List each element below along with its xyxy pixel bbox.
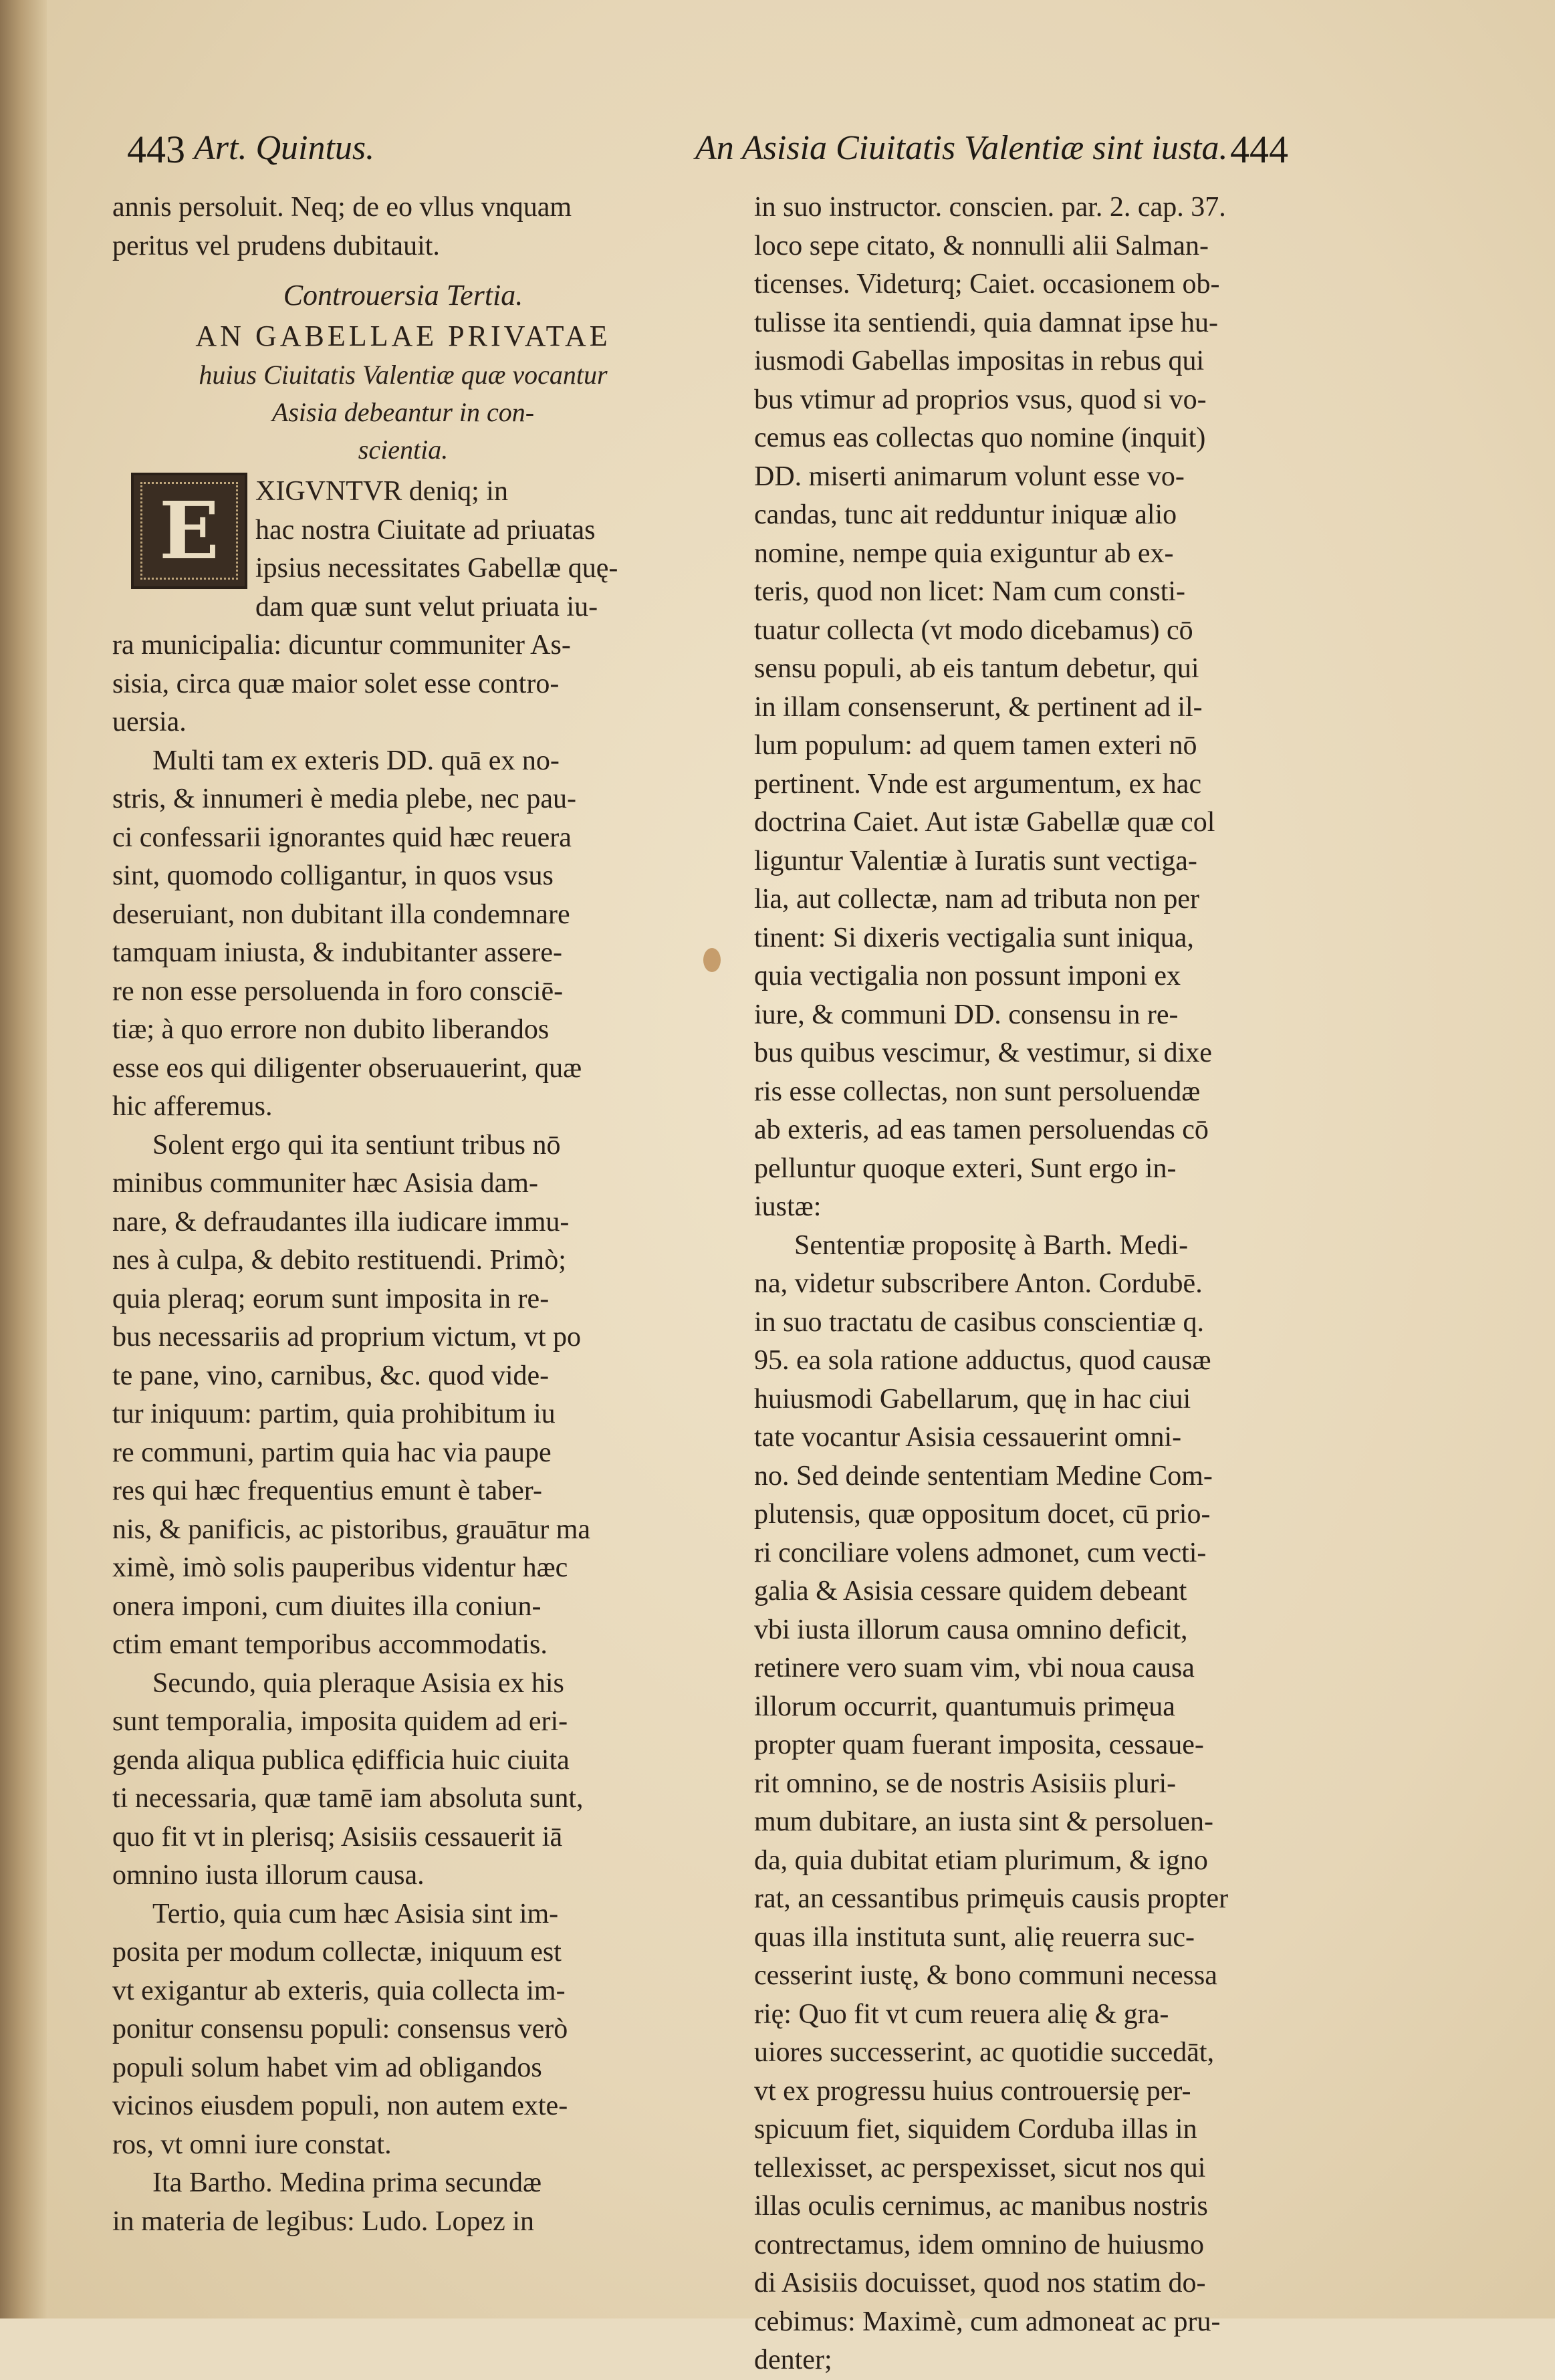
text-line: esse eos qui diligenter obseruauerint, quæ: [112, 1052, 582, 1084]
text-line: doctrina Caiet. Aut istæ Gabellæ quæ col: [754, 807, 1215, 838]
text-line: tinent: Si dixeris vectigalia sunt iniqua,: [754, 922, 1194, 953]
text-line: in suo tractatu de casibus conscientiæ q.: [754, 1306, 1205, 1338]
text-line: mum dubitare, an iusta sint & persoluen-: [754, 1806, 1214, 1837]
text-line: cebimus: Maximè, cum admoneat ac pru-: [754, 2306, 1221, 2337]
initial-letter-glyph: E: [159, 484, 219, 578]
text-line: tur iniquum: partim, quia prohibitum iu: [112, 1399, 556, 1429]
text-line: 95. ea sola ratione adductus, quod causæ: [754, 1345, 1211, 1376]
text-line: da, quia dubitat etiam plurimum, & igno: [754, 1844, 1208, 1876]
text-line: bus vtimur ad proprios vsus, quod si vo-: [754, 384, 1207, 415]
text-line: ticenses. Videturq; Caiet. occasionem ob-: [754, 269, 1220, 300]
text-line: lia, aut collectæ, nam ad tributa non per: [754, 884, 1199, 915]
text-line: loco sepe citato, & nonnulli alii Salman-: [754, 230, 1209, 261]
text-line: pertinent. Vnde est argumentum, ex hac: [754, 768, 1202, 800]
text-line: hac nostra Ciuitate ad priuatas: [255, 514, 596, 546]
text-line: ximè, imò solis pauperibus videntur hæc: [112, 1552, 568, 1583]
text-line: candas, tunc ait redduntur iniquæ alio: [754, 499, 1177, 530]
text-line: ris esse collectas, non sunt persoluendæ: [754, 1076, 1201, 1107]
text-line: omnino iusta illorum causa.: [112, 1860, 425, 1891]
text-line: dam quæ sunt velut priuata iu-: [255, 591, 598, 622]
page-binding-shadow: [0, 0, 47, 2318]
text-line: lum populum: ad quem tamen exteri nō: [754, 730, 1197, 761]
text-line: quia pleraq; eorum sunt imposita in re-: [112, 1283, 550, 1314]
text-line: tulisse ita sentiendi, quia damnat ipse hu-: [754, 307, 1219, 338]
text-line: vt exigantur ab exteris, quia collecta im-: [112, 1975, 566, 2006]
text-line: minibus communiter hæc Asisia dam-: [112, 1168, 538, 1199]
right-text-column: [754, 189, 1309, 2380]
text-line: denter;: [754, 2345, 832, 2375]
text-line: tuatur collecta (vt modo dicebamus) cō: [754, 614, 1193, 646]
text-line: pelluntur quoque exteri, Sunt ergo in-: [754, 1153, 1177, 1184]
text-line: re non esse persoluenda in foro consciē-: [112, 975, 564, 1007]
text-line: ti necessaria, quæ tamē iam absoluta sunt,: [112, 1783, 584, 1814]
text-line: vt ex progressu huius controuersię per-: [754, 2075, 1191, 2107]
text-line: na, videtur subscribere Anton. Cordubē.: [754, 1268, 1203, 1299]
text-line: in illam consenserunt, & pertinent ad il-: [754, 691, 1203, 723]
text-line: Ita Bartho. Medina prima secundæ: [152, 2167, 542, 2198]
text-line: in suo instructor. conscien. par. 2. cap. 37.: [754, 192, 1226, 223]
decorated-initial-letter: [131, 473, 247, 589]
text-line: rat, an cessantibus primęuis causis propter: [754, 1883, 1229, 1914]
text-line: ra municipalia: dicuntur communiter As-: [112, 630, 571, 661]
text-line: ipsius necessitates Gabellæ quę-: [255, 553, 618, 584]
section-subtitle-line: huius Ciuitatis Valentiæ quæ vocantur: [199, 360, 608, 390]
text-line: ctim emant temporibus accommodatis.: [112, 1629, 548, 1660]
text-line: uersia.: [112, 707, 187, 737]
text-line: annis persoluit. Neq; de eo vllus vnquam: [112, 192, 572, 223]
left-body-text: [112, 626, 694, 2241]
text-line: quas illa instituta sunt, alię reuerra suc-: [754, 1921, 1195, 1953]
text-line: ros, vt omni iure constat.: [112, 2129, 392, 2160]
text-line: vbi iusta illorum causa omnino deficit,: [754, 1614, 1188, 1645]
page-number-right: 444: [1230, 128, 1288, 171]
text-line: res qui hæc frequentius emunt è taber-: [112, 1475, 542, 1506]
text-line: galia & Asisia cessare quidem debeant: [754, 1576, 1187, 1606]
text-line: rit omnino, se de nostris Asisiis pluri-: [754, 1768, 1177, 1799]
text-line: peritus vel prudens dubitauit.: [112, 230, 440, 261]
text-line: nis, & panificis, ac pistoribus, grauātur ma: [112, 1514, 591, 1545]
text-line: tiæ; à quo errore non dubito liberandos: [112, 1014, 550, 1045]
text-line: illas oculis cernimus, ac manibus nostris: [754, 2191, 1208, 2222]
text-line: Multi tam ex exteris DD. quā ex no-: [152, 745, 560, 776]
text-line: liguntur Valentiæ à Iuratis sunt vectiga-: [754, 845, 1197, 876]
text-line: huiusmodi Gabellarum, quę in hac ciui: [754, 1383, 1191, 1415]
text-line: populi solum habet vim ad obligandos: [112, 2052, 542, 2083]
text-line: cesserint iustę, & bono communi necessa: [754, 1960, 1217, 1991]
controversy-heading: Controuersia Tertia.: [283, 279, 523, 312]
section-subtitle-line: Asisia debeantur in con-: [271, 397, 535, 427]
text-line: no. Sed deinde sententiam Medine Com-: [754, 1460, 1213, 1492]
text-line: sensu populi, ab eis tantum debetur, qui: [754, 653, 1199, 684]
text-line: iusmodi Gabellas impositas in rebus qui: [754, 346, 1205, 376]
text-line: Sententiæ propositę à Barth. Medi-: [794, 1229, 1189, 1261]
text-line: ri conciliare volens admonet, cum vecti-: [754, 1537, 1207, 1568]
text-line: ponitur consensu populi: consensus verò: [112, 2014, 568, 2044]
text-line: cemus eas collectas quo nomine (inquit): [754, 423, 1206, 453]
text-line: DD. miserti animarum volunt esse vo-: [754, 461, 1185, 492]
running-title-left: Art. Quintus.: [194, 129, 375, 167]
paper-stain: [703, 948, 721, 972]
text-line: quia vectigalia non possunt imponi ex: [754, 961, 1181, 991]
text-line: iure, & communi DD. consensu in re-: [754, 999, 1179, 1030]
text-line: retinere vero suam vim, vbi noua causa: [754, 1653, 1195, 1683]
text-line: illorum occurrit, quantumuis primęua: [754, 1691, 1175, 1722]
text-line: iustæ:: [754, 1191, 822, 1222]
text-line: bus necessariis ad proprium victum, vt po: [112, 1322, 582, 1352]
text-line: ci confessarii ignorantes quid hæc reuera: [112, 822, 572, 853]
text-line: hic afferemus.: [112, 1091, 273, 1122]
text-line: nare, & defraudantes illa iudicare immu-: [112, 1206, 570, 1237]
text-line: nomine, nempe quia exiguntur ab ex-: [754, 538, 1174, 569]
text-line: deseruiant, non dubitant illa condemnare: [112, 899, 570, 930]
text-line: uiores successerint, ac quotidie succedāt,: [754, 2037, 1215, 2068]
page-number-left: 443: [127, 128, 185, 171]
text-line: nes à culpa, & debito restituendi. Primò;: [112, 1245, 566, 1276]
text-line: re communi, partim quia hac via paupe: [112, 1437, 552, 1468]
text-line: sint, quomodo colligantur, in quos vsus: [112, 860, 554, 891]
text-line: bus quibus vescimur, & vestimur, si dixe: [754, 1038, 1212, 1068]
text-line: plutensis, quæ oppositum docet, cū prio-: [754, 1499, 1211, 1530]
text-line: in materia de legibus: Ludo. Lopez in: [112, 2206, 534, 2237]
running-header: [127, 127, 1317, 181]
text-line: ab exteris, ad eas tamen persoluendas cō: [754, 1114, 1209, 1145]
section-subtitle-line: scientia.: [358, 435, 449, 465]
text-line: tamquam iniusta, & indubitanter assere-: [112, 937, 562, 968]
left-text-column: [112, 189, 694, 2241]
text-line: posita per modum collectæ, iniquum est: [112, 1937, 562, 1968]
running-title-right: An Asisia Ciuitatis Valentiæ sint iusta.: [695, 129, 1228, 167]
text-line: onera imponi, cum diuites illa coniun-: [112, 1590, 542, 1622]
text-line: rię: Quo fit vt cum reuera alię & gra-: [754, 1998, 1169, 2030]
text-line: sunt temporalia, imposita quidem ad eri-: [112, 1706, 568, 1737]
text-line: teris, quod non licet: Nam cum consti-: [754, 576, 1186, 607]
text-line: di Asisiis docuisset, quod nos statim do-: [754, 2268, 1206, 2298]
text-line: quo fit vt in plerisq; Asisiis cessauerit iā: [112, 1821, 563, 1853]
text-line: sisia, circa quæ maior solet esse contro-: [112, 668, 560, 699]
text-line: genda aliqua publica ędifficia huic ciuita: [112, 1744, 570, 1776]
text-line: tellexisset, ac perspexisset, sicut nos qui: [754, 2152, 1206, 2183]
text-line: XIGVNTVR deniq; in: [255, 476, 508, 507]
section-title: AN GABELLAE PRIVATAE: [195, 320, 611, 352]
text-line: spicuum fiet, siquidem Corduba illas in: [754, 2114, 1197, 2145]
text-line: tate vocantur Asisia cessauerint omni-: [754, 1422, 1182, 1453]
text-line: te pane, vino, carnibus, &c. quod vide-: [112, 1360, 550, 1391]
right-body-text: [754, 189, 1309, 2380]
text-line: Tertio, quia cum hæc Asisia sint im-: [152, 1898, 559, 1929]
text-line: contrectamus, idem omnino de huiusmo: [754, 2229, 1205, 2260]
text-line: vicinos eiusdem populi, non autem exte-: [112, 2091, 568, 2121]
text-line: stris, & innumeri è media plebe, nec pau-: [112, 784, 576, 814]
text-line: Secundo, quia pleraque Asisia ex his: [152, 1667, 564, 1699]
text-line: propter quam fuerant imposita, cessaue-: [754, 1730, 1204, 1760]
text-line: Solent ergo qui ita sentiunt tribus nō: [152, 1129, 561, 1161]
